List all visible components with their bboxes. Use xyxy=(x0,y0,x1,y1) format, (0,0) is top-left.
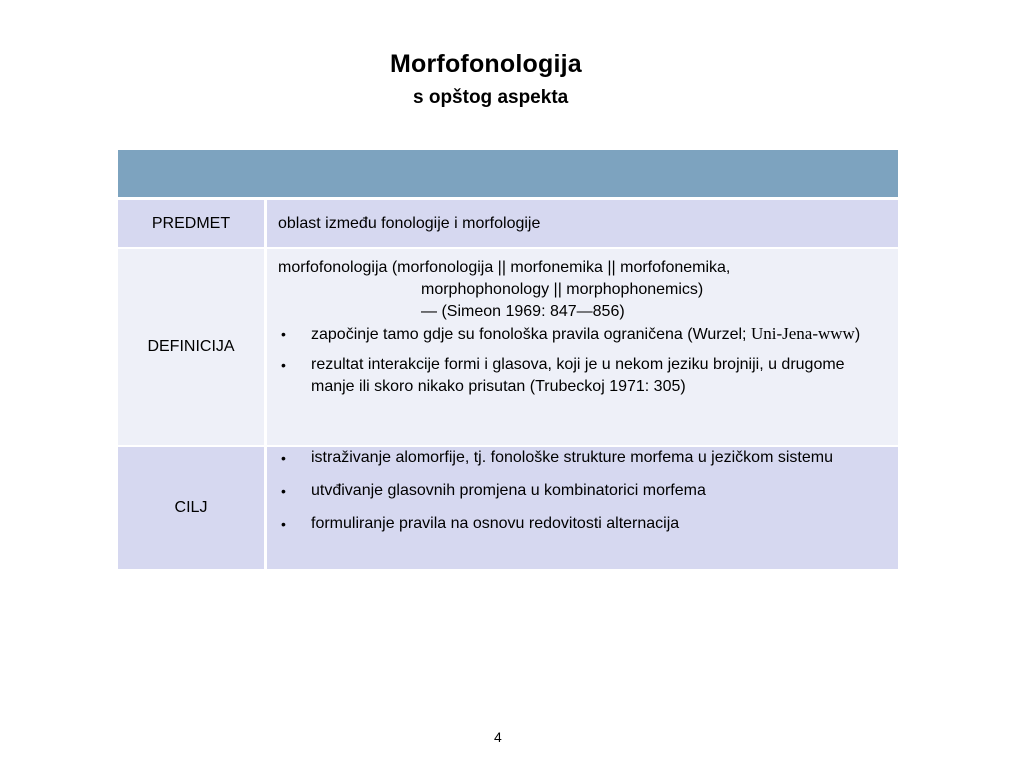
predmet-label: PREDMET xyxy=(118,200,267,247)
cilj-item-1: istraživanje alomorfije, tj. fonološke strukture morfema u jezičkom sistemu xyxy=(311,449,833,466)
list-item xyxy=(278,323,888,346)
definicija-intro-line2: morphophonology || morphophonemics) xyxy=(421,281,704,298)
bullet-icon: • xyxy=(281,450,286,466)
bullet-icon: • xyxy=(281,357,286,373)
cilj-item-3: formuliranje pravila na osnovu redovitosti alternacija xyxy=(311,515,680,532)
page-title: Morfofonologija xyxy=(390,50,582,78)
definicija-content xyxy=(267,249,898,445)
table-row-definicija xyxy=(118,249,898,447)
list-item xyxy=(278,447,888,469)
content-table xyxy=(118,150,898,569)
definicija-bullet2-text: rezultat interakcije formi i glasova, koji je u nekom jeziku brojniji, u drugome manje ili skoro nikako prisutan (Trubeckoj 1971: 305) xyxy=(311,356,845,395)
list-item xyxy=(278,480,888,502)
definicija-bullet1-close: ) xyxy=(854,326,861,343)
definicija-intro-line1: morfofonologija (morfonologija || morfonemika || morfofonemika, xyxy=(278,259,731,276)
list-item xyxy=(278,354,888,398)
bullet-icon: • xyxy=(281,483,286,499)
definicija-intro xyxy=(278,257,888,323)
definicija-bullet1-source: Uni-Jena-www xyxy=(750,324,855,343)
bullet-icon: • xyxy=(281,326,286,342)
definicija-label: DEFINICIJA xyxy=(118,249,267,445)
page-number: 4 xyxy=(494,729,502,745)
list-item xyxy=(278,513,888,535)
cilj-content xyxy=(267,447,898,569)
predmet-text: oblast između fonologije i morfologije xyxy=(278,214,541,232)
bullet-icon: • xyxy=(281,516,286,532)
page-subtitle: s opštog aspekta xyxy=(413,87,569,108)
table-row-predmet xyxy=(118,200,898,249)
definicija-bullet1-text: započinje tamo gdje su fonološka pravila ograničena (Wurzel; xyxy=(311,326,751,343)
definicija-intro-line3: — (Simeon 1969: 847—856) xyxy=(421,303,625,320)
definicija-bullet-list xyxy=(278,323,888,398)
table-row-cilj xyxy=(118,447,898,569)
table-header-row xyxy=(118,150,898,200)
cilj-label: CILJ xyxy=(118,447,267,569)
cilj-bullet-list xyxy=(278,447,888,535)
cilj-item-2: utvđivanje glasovnih promjena u kombinatorici morfema xyxy=(311,482,706,499)
